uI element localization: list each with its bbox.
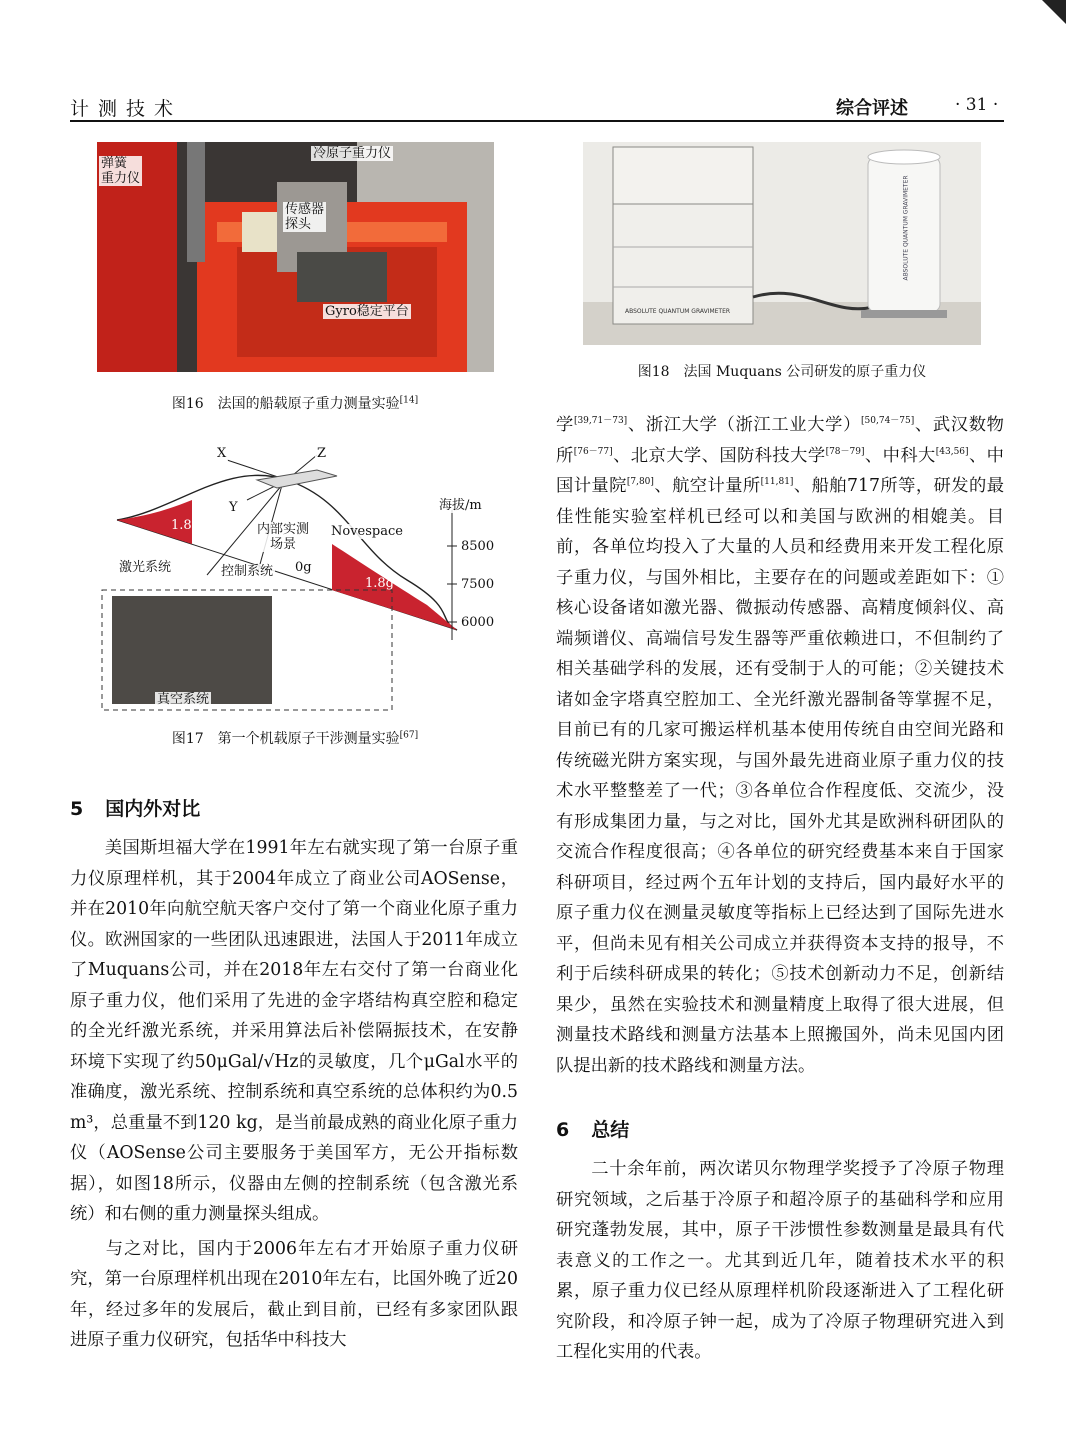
section-label: 综合评述 (836, 98, 908, 119)
right-p1a: 学 (556, 415, 574, 435)
fig16-ref: [14] (399, 395, 419, 406)
fig16-label-platform: Gyro稳定平台 (325, 304, 409, 319)
fig17-label-g1: 1.8g (171, 518, 200, 533)
figure-17-diagram (97, 440, 497, 715)
fig17-ref: [67] (399, 730, 419, 741)
section-5-number: 5 (70, 798, 84, 820)
right-ref-6: [7,80] (626, 477, 654, 488)
right-p1f: 、中国计量院 (556, 445, 1004, 496)
page-number: · 31 · (955, 95, 999, 115)
left-p2-text: 与之对比，国内于2006年左右才开始原子重力仪研究，第一台原理样机出现在2010年左右，比国外晚了近20年，经过多年的发展后，截止到目前，已经有多家团队跟进原子重力仪研究，包括华中科技大 (70, 1238, 518, 1350)
fig16-label-cold: 冷原子重力仪 (313, 146, 392, 161)
right-p2-text: 二十余年前，两次诺贝尔物理学奖授予了冷原子物理研究领域，之后基于冷原子和超冷原子的基础科学和应用研究蓬勃发展，其中，原子干涉惯性参数测量是最具有代表意义的工作之一。尤其到近几年，随着技术水平的积累，原子重力仪已经从原理样机阶段逐渐进入了工程化研究阶段，和冷原子钟一起，成为了冷原子物理研究进入到工程化实用的代表。 (556, 1159, 1004, 1362)
figure-17-caption (120, 728, 470, 748)
fig17-label-altitude: 海拔/m (439, 498, 482, 513)
left-p1b-text: μGal/√Hz的灵敏度，几个μGal水平的准确度，激光系统、控制系统和真空系统的总体积约为0.5 m³，总重量不到120 kg，是当前最成熟的商业化原子重力仪（AOSense公司主要服务于美国军方，无公开指标数据），如图18所示，仪器由左侧的控制系统（包含激光系统）和右侧的重力测量探头组成。 (70, 1051, 518, 1224)
fig18-panel-text: ABSOLUTE QUANTUM GRAVIMETER (625, 308, 731, 315)
fig17-label-control: 控制系统 (221, 564, 274, 579)
section-6-number: 6 (556, 1119, 570, 1141)
fig17-tick-7500: 7500 (461, 577, 495, 592)
right-ref-7: [11,81] (760, 477, 794, 488)
right-p1d: 、北京大学、国防科技大学 (612, 445, 826, 466)
fig18-cylinder-text: ABSOLUTE QUANTUM GRAVIMETER (902, 175, 910, 281)
left-paragraph-1 (70, 833, 518, 1230)
figure-16-caption (120, 393, 470, 413)
figure-18-photo (583, 142, 981, 345)
page-corner-mark (1042, 0, 1066, 24)
figure-17-illustration (97, 440, 497, 715)
fig16-label-probe: 传感器 探头 (285, 202, 325, 232)
section-6-title: 总结 (591, 1119, 630, 1141)
header-rule (70, 120, 1004, 122)
left-column (70, 833, 518, 1356)
left-paragraph-2 (70, 1234, 518, 1356)
right-ref-3: [76－77] (573, 446, 613, 457)
right-ref-4: [78－79] (825, 446, 865, 457)
right-p1h: 、船舶717所等，研发的最佳性能实验室样机已经可以和美国与欧洲的相媲美。目前，各单位均投入了大量的人员和经费用来开发工程化原子重力仪，与国外相比，主要存在的问题或差距如下：①核心设备诸如激光器、微振动传感器、高精度倾斜仪、高端频谱仪、高端信号发生器等严重依赖进口，不但制约了相关基础学科的发展，还有受制于人的可能；②关键技术诸如金字塔真空腔加工、全光纤激光器制备等掌握不足，目前已有的几家可搬运样机基本使用传统自由空间光路和传统磁光阱方案实现，与国外最先进商业原子重力仪的技术水平整整差了一代；③各单位合作程度低、交流少，没有形成集团力量，与之对比，国外尤其是欧洲科研团队的交流合作程度很高；④各单位的研究经费基本来自于国家科研项目，经过两个五年计划的支持后，国内最好水平的原子重力仪在测量灵敏度等指标上已经达到了国际先进水平，但尚未见有相关公司成立并获得资本支持的报导，不利于后续科研成果的转化；⑤技术创新动力不足，创新结果少，虽然在实验技术和测量精度上取得了很大进展，但测量技术路线和测量方法基本上照搬国外，尚未见国内团队提出新的技术路线和测量方法。 (556, 476, 1004, 1076)
right-p1c: 、武汉数物所 (556, 415, 1004, 466)
fig16-label-spring: 弹簧 重力仪 (101, 156, 141, 186)
section-5-title: 国内外对比 (105, 798, 201, 820)
right-column (556, 410, 1004, 1081)
figure-16-illustration (97, 142, 494, 372)
right-p1g: 、航空计量所 (653, 476, 761, 496)
figure-16-photo (97, 142, 494, 372)
fig17-axis-z: Z (317, 446, 327, 461)
fig17-label-g2: 1.8g (365, 576, 394, 591)
fig17-label-vacuum: 真空系统 (157, 692, 210, 707)
figure-18-caption: 图18 法国 Muquans 公司研发的原子重力仪 (637, 364, 927, 380)
fig17-caption-text: 图17 第一个机载原子干涉测量实验 (171, 731, 400, 747)
section-6-heading (556, 1115, 629, 1142)
right-paragraph-1 (556, 410, 1004, 1081)
journal-title: 计测技术 (70, 98, 183, 120)
fig17-label-inner: 内部实测 场景 (257, 522, 310, 552)
right-ref-1: [39,71－73] (573, 416, 628, 427)
right-ref-5: [43,56] (935, 446, 969, 457)
fig17-tick-8500: 8500 (461, 539, 495, 554)
right-p1b: 、浙江大学（浙江工业大学） (627, 415, 862, 435)
fig17-axis-x: X (217, 446, 227, 461)
fig16-caption-text: 图16 法国的船载原子重力测量实验 (171, 396, 400, 412)
fig17-label-g0: 0g (295, 560, 312, 575)
right-p1e: 、中科大 (864, 445, 936, 466)
right-paragraph-2 (556, 1154, 1004, 1368)
fig17-tick-6000: 6000 (461, 615, 495, 630)
right-column-summary (556, 1154, 1004, 1368)
section-5-heading (70, 794, 200, 821)
right-ref-2: [50,74－75] (861, 416, 915, 427)
fig17-axis-y: Y (229, 500, 238, 515)
left-p1-text: 美国斯坦福大学在1991年左右就实现了第一台原子重力仪原理样机，其于2004年成立了商业公司AOSense，并在2010年向航空航天客户交付了第一个商业化原子重力仪。欧洲国家的一些团队迅速跟进，法国人于2011年成立了Muquans公司，并在2018年左右交付了第一台商业化原子重力仪，他们采用了先进的金字塔结构真空腔和稳定的全光纤激光系统，并采用算法后补偿隔振技术，在安静环境下实现了约50 (70, 838, 518, 1072)
fig17-label-novespace: Novespace (331, 524, 403, 539)
fig17-label-laser: 激光系统 (119, 560, 172, 575)
